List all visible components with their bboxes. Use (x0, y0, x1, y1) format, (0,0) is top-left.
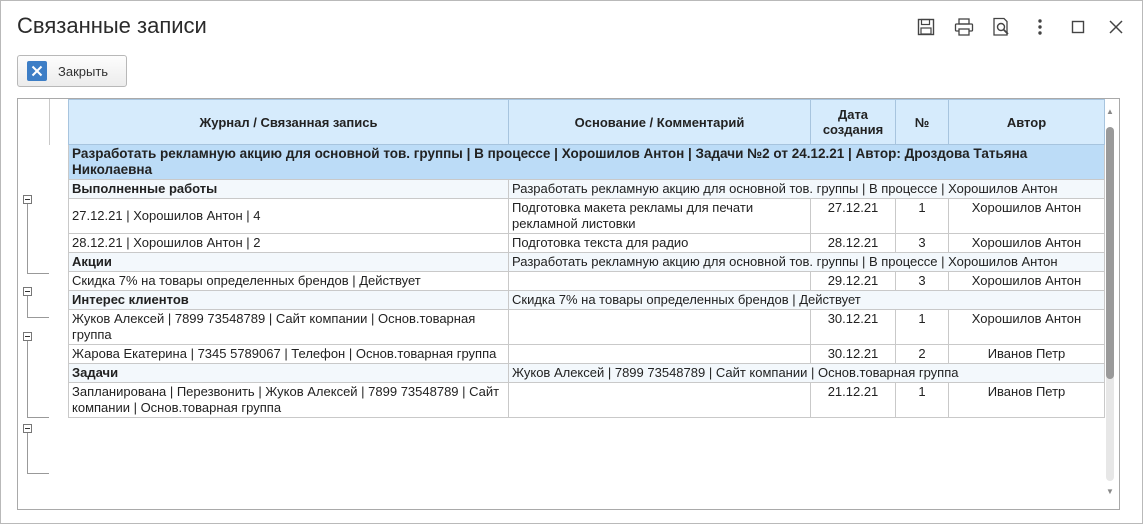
collapse-group-4-icon[interactable] (23, 424, 32, 433)
header-icons (914, 15, 1128, 39)
group-row[interactable] (69, 291, 1105, 310)
comment-cell (509, 310, 811, 345)
record-cell: 28.12.21 | Хорошилов Антон | 2 (69, 234, 509, 253)
date-cell: 30.12.21 (811, 345, 896, 364)
date-cell: 27.12.21 (811, 199, 896, 234)
author-cell: Хорошилов Антон (949, 310, 1105, 345)
collapse-group-2-icon[interactable] (23, 287, 32, 296)
close-button[interactable] (17, 55, 127, 87)
table-row[interactable] (69, 383, 1105, 418)
vertical-scrollbar[interactable] (1105, 105, 1115, 503)
author-cell: Хорошилов Антон (949, 272, 1105, 291)
group-row[interactable] (69, 180, 1105, 199)
related-records-tree (17, 98, 1120, 510)
author-cell: Хорошилов Антон (949, 234, 1105, 253)
record-cell: Скидка 7% на товары определенных брендов | Действует (69, 272, 509, 291)
table-row[interactable] (69, 199, 1105, 234)
table-row[interactable] (69, 272, 1105, 291)
col-number[interactable]: № (896, 100, 949, 145)
col-journal[interactable]: Журнал / Связанная запись (69, 100, 509, 145)
group-name: Интерес клиентов (69, 291, 509, 310)
record-cell: Запланирована | Перезвонить | Жуков Алексей | 7899 73548789 | Сайт компании | Основ.товарная группа (69, 383, 509, 418)
root-record: Разработать рекламную акцию для основной тов. группы | В процессе | Хорошилов Антон | Задачи №2 от 24.12.21 | Автор: Дроздова Татьяна Николаевна (69, 145, 1105, 180)
close-button-label: Закрыть (58, 63, 109, 79)
window-title: Связанные записи (17, 13, 207, 38)
print-icon[interactable] (952, 15, 976, 39)
number-cell: 1 (896, 199, 949, 234)
group-comment: Разработать рекламную акцию для основной тов. группы | В процессе | Хорошилов Антон (509, 180, 1105, 199)
group-row[interactable] (69, 364, 1105, 383)
col-comment[interactable]: Основание / Комментарий (509, 100, 811, 145)
maximize-icon[interactable] (1066, 15, 1090, 39)
comment-cell: Подготовка макета рекламы для печати рекламной листовки (509, 199, 811, 234)
col-author[interactable]: Автор (949, 100, 1105, 145)
tree-gutter (18, 99, 68, 509)
date-cell: 21.12.21 (811, 383, 896, 418)
comment-cell (509, 345, 811, 364)
group-row[interactable] (69, 253, 1105, 272)
group-name: Акции (69, 253, 509, 272)
group-name: Задачи (69, 364, 509, 383)
author-cell: Иванов Петр (949, 345, 1105, 364)
record-cell: Жуков Алексей | 7899 73548789 | Сайт компании | Основ.товарная группа (69, 310, 509, 345)
date-cell: 28.12.21 (811, 234, 896, 253)
group-comment: Разработать рекламную акцию для основной тов. группы | В процессе | Хорошилов Антон (509, 253, 1105, 272)
number-cell: 2 (896, 345, 949, 364)
date-cell: 29.12.21 (811, 272, 896, 291)
collapse-group-3-icon[interactable] (23, 332, 32, 341)
close-icon[interactable] (1104, 15, 1128, 39)
scroll-down-icon[interactable]: ▼ (1106, 487, 1114, 496)
comment-cell (509, 383, 811, 418)
more-icon[interactable] (1028, 15, 1052, 39)
table-row[interactable] (69, 310, 1105, 345)
preview-icon[interactable] (990, 15, 1014, 39)
scroll-up-icon[interactable]: ▲ (1106, 107, 1114, 116)
date-cell: 30.12.21 (811, 310, 896, 345)
author-cell: Иванов Петр (949, 383, 1105, 418)
table-row[interactable] (69, 345, 1105, 364)
col-date[interactable]: Дата создания (811, 100, 896, 145)
group-comment: Скидка 7% на товары определенных брендов | Действует (509, 291, 1105, 310)
comment-cell (509, 272, 811, 291)
collapse-group-1-icon[interactable] (23, 195, 32, 204)
number-cell: 1 (896, 383, 949, 418)
table-header (69, 100, 1105, 145)
comment-cell: Подготовка текста для радио (509, 234, 811, 253)
group-comment: Жуков Алексей | 7899 73548789 | Сайт компании | Основ.товарная группа (509, 364, 1105, 383)
number-cell: 3 (896, 234, 949, 253)
author-cell: Хорошилов Антон (949, 199, 1105, 234)
close-x-icon (27, 61, 47, 81)
table-row[interactable] (69, 234, 1105, 253)
number-cell: 1 (896, 310, 949, 345)
record-cell: Жарова Екатерина | 7345 5789067 | Телефон | Основ.товарная группа (69, 345, 509, 364)
scroll-thumb[interactable] (1106, 127, 1114, 379)
root-row[interactable] (69, 145, 1105, 180)
records-table (68, 99, 1105, 418)
save-icon[interactable] (914, 15, 938, 39)
number-cell: 3 (896, 272, 949, 291)
group-name: Выполненные работы (69, 180, 509, 199)
record-cell: 27.12.21 | Хорошилов Антон | 4 (69, 199, 509, 234)
